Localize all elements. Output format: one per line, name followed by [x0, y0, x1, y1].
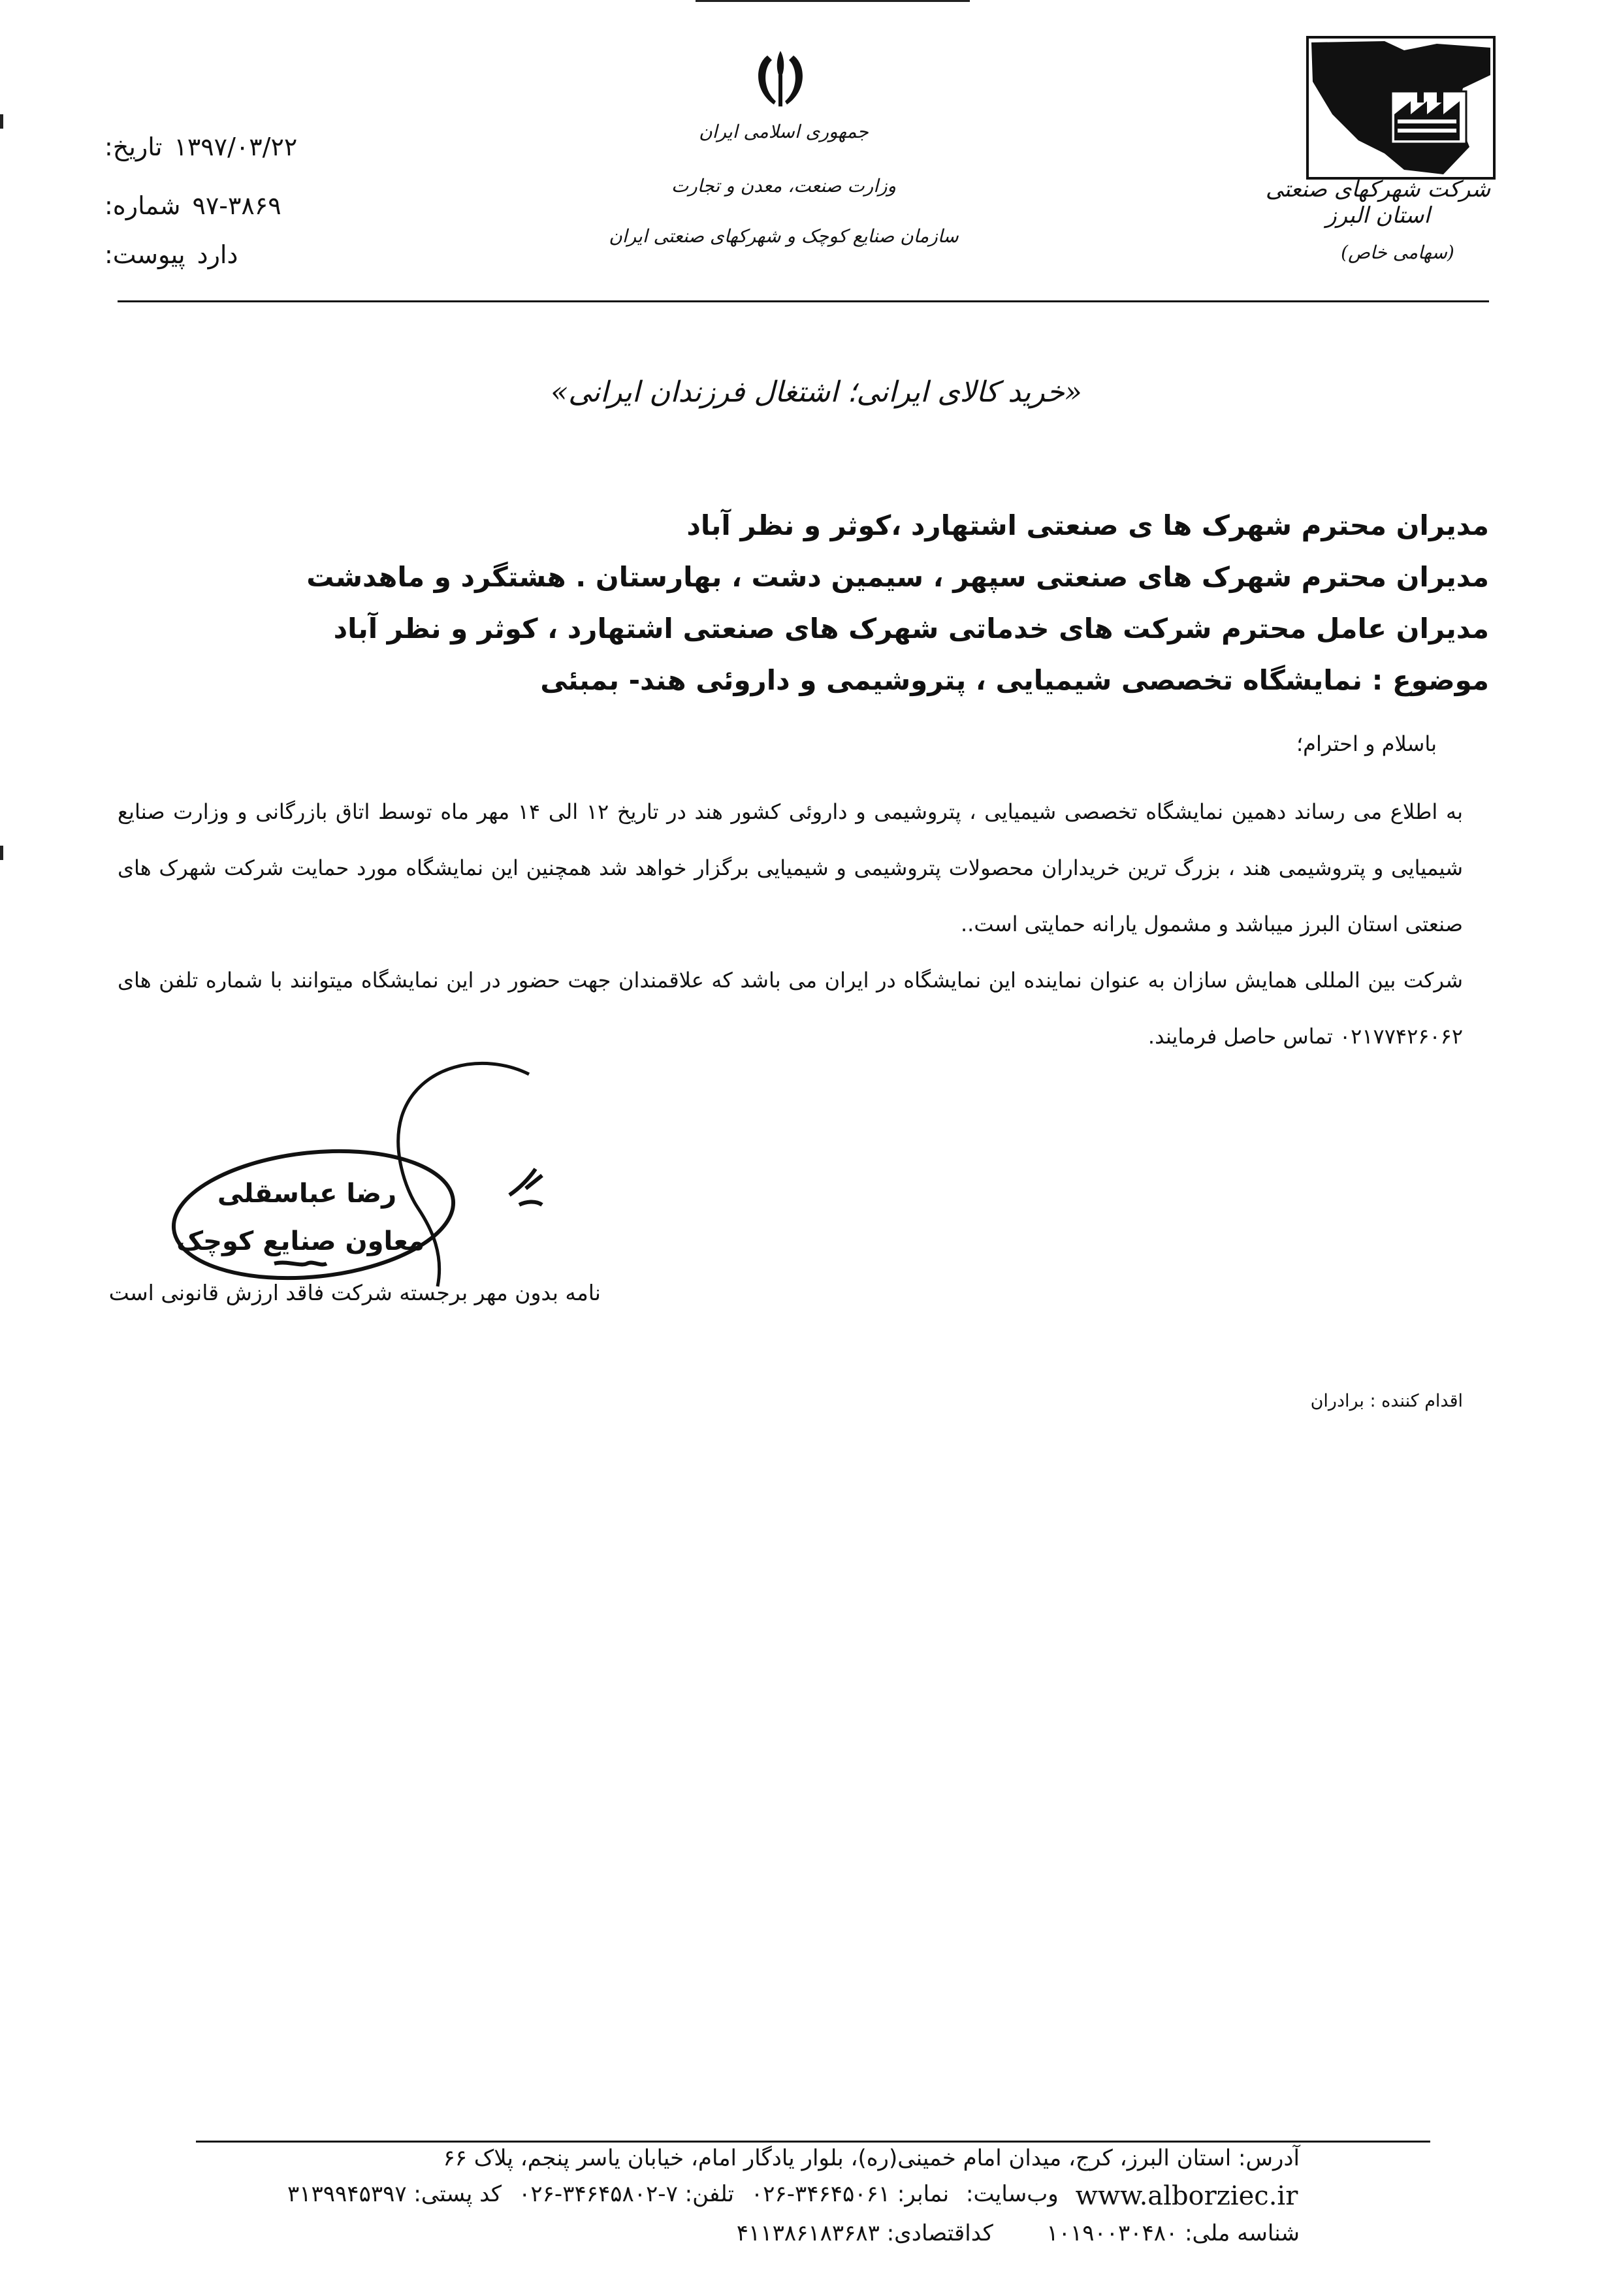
- national-emblem-icon: [745, 46, 816, 111]
- footer-contact: [287, 2181, 1371, 2211]
- scan-edge-mark: [0, 846, 3, 860]
- national-id: شناسه ملی: ۱۰۱۹۰۰۳۰۴۸۰: [1046, 2220, 1300, 2246]
- stamp-note: نامه بدون مهر برجسته شرکت فاقد ارزش قانونی است: [108, 1280, 601, 1305]
- scan-edge-mark: [0, 114, 3, 129]
- action-by: اقدام کننده : برادران: [1310, 1391, 1463, 1411]
- attachment-value: دارد: [197, 240, 238, 269]
- scan-edge-mark: [696, 0, 970, 2]
- website-link[interactable]: www.alborziec.ir: [1075, 2181, 1298, 2211]
- signer-title: معاون صنایع کوچک: [176, 1226, 425, 1256]
- letter-date: [104, 127, 418, 167]
- header-divider: [118, 300, 1489, 302]
- signer-name: رضا عباسقلی: [217, 1179, 397, 1209]
- ministry-name: وزارت صنعت، معدن و تجارت: [671, 175, 897, 197]
- addressee-line: مدیران عامل محترم شرکت های خدماتی شهرک های صنعتی اشتهارد ، کوثر و نظر آباد: [333, 613, 1489, 645]
- number-label: شماره:: [104, 191, 181, 220]
- addressee-line: مدیران محترم شهرک ها ی صنعتی اشتهارد ،کوثر و نظر آباد: [686, 509, 1489, 541]
- footer-address: آدرس: استان البرز، کرج، میدان امام خمینی(ره)، بلوار یادگار امام، خیابان یاسر پنجم، پلاک ۶۶: [443, 2145, 1300, 2171]
- company-name: شرکت شهرکهای صنعتی استان البرز: [1265, 176, 1491, 229]
- footer-divider: [196, 2141, 1430, 2143]
- body-paragraph: شرکت بین المللی همایش سازان به عنوان نماینده این نمایشگاه در ایران می باشد که علاقمندان جهت حضور در این نمایشگاه میتوانند با شماره تلفن های ۰۲۱۷۷۴۲۶۰۶۲ تماس حاصل فرمایند.: [118, 968, 1463, 1049]
- date-label: تاریخ:: [104, 133, 163, 161]
- republic-name: جمهوری اسلامی ایران: [699, 121, 869, 142]
- fax: نمابر: ۳۴۶۴۵۰۶۱-۰۲۶: [750, 2181, 950, 2207]
- addressee-line: مدیران محترم شهرک های صنعتی سپهر ، سیمین دشت ، بهارستان . هشتگرد و ماهدشت: [306, 561, 1489, 593]
- subject-line: موضوع : نمایشگاه تخصصی شیمیایی ، پتروشیمی و داروئی هند- بمبئی: [540, 664, 1489, 696]
- number-value: ۹۷-۳۸۶۹: [192, 191, 281, 220]
- footer-ids: [516, 2220, 1300, 2246]
- greeting: باسلام و احترام؛: [1296, 731, 1437, 756]
- slogan: «خرید کالای ایرانی؛ اشتغال فرزندان ایرانی»: [551, 375, 1082, 409]
- phone: تلفن: ۷-۳۴۶۴۵۸۰۲-۰۲۶: [519, 2181, 734, 2207]
- organization-name: سازمان صنایع کوچک و شهرکهای صنعتی ایران: [609, 225, 959, 247]
- company-logo: [1306, 36, 1496, 180]
- postal-code: کد پستی: ۳۱۳۹۹۴۵۳۹۷: [287, 2181, 502, 2207]
- website-label: وب‌سایت:: [966, 2181, 1059, 2207]
- body-paragraph: به اطلاع می رساند دهمین نمایشگاه تخصصی شیمیایی ، پتروشیمی و داروئی کشور هند در تاریخ ۱۲ الی ۱۴ مهر ماه توسط اتاق بازرگانی و وزارت صنایع شیمیایی و پتروشیمی هند ، بزرگ ترین خریداران محصولات پتروشیمی و شیمیایی برگزار خواهد شد همچنین این نمایشگاه مورد حمایت شرکت شهرک های صنعتی استان البرز میباشد و مشمول یارانه حمایتی است..: [118, 799, 1464, 936]
- letter-number: [104, 186, 418, 225]
- date-value: ۱۳۹۷/۰۳/۲۲: [174, 133, 298, 161]
- company-type: (سهامی خاص): [1341, 242, 1454, 263]
- attachment-label: پیوست:: [104, 240, 185, 269]
- economic-code: کداقتصادی: ۴۱۱۳۸۶۱۸۳۶۸۳: [736, 2220, 993, 2246]
- addressee-block: [196, 500, 1489, 706]
- letter-body: [118, 784, 1463, 1064]
- letter-attachment: [104, 235, 418, 274]
